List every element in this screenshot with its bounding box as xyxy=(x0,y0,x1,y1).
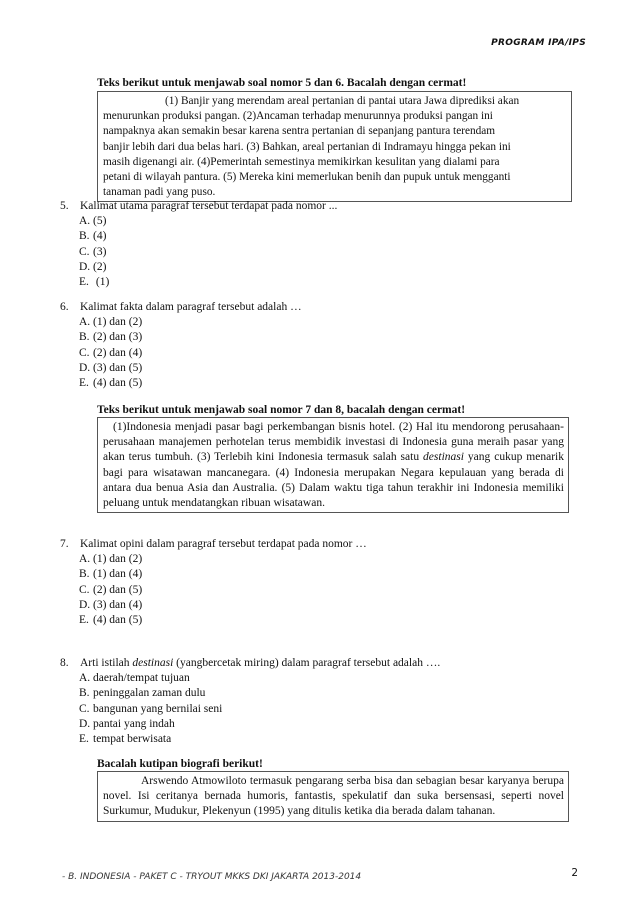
passage-line: tanaman padi yang puso. xyxy=(103,186,216,199)
option-d[interactable]: D. (3) dan (4) xyxy=(79,598,143,611)
option-b[interactable]: B. (2) dan (3) xyxy=(79,331,143,344)
passage-line: masih digenangi air. (4)Pemerintah semestinya memikirkan kesulitan yang dialami para xyxy=(103,155,500,168)
passage-line: nampaknya akan semakin besar karena sentra pertanian di sepanjang pantura terendam xyxy=(103,125,496,138)
question-term: destinasi xyxy=(132,657,174,669)
option-c[interactable]: C. (2) dan (4) xyxy=(79,346,143,359)
option-c[interactable]: C. (3) xyxy=(79,245,107,258)
section1-intro: Teks berikut untuk menjawab soal nomor 5 dan 6. Bacalah dengan cermat! xyxy=(97,77,467,89)
section2-intro: Teks berikut untuk menjawab soal nomor 7 dan 8, bacalah dengan cermat! xyxy=(97,404,466,416)
option-a[interactable]: A. (1) dan (2) xyxy=(79,553,143,566)
option-b[interactable]: B. peninggalan zaman dulu xyxy=(79,687,206,700)
passage-term: destinasi xyxy=(423,451,464,464)
passage-line: banjir lebih dari dua belas hari. (3) Bahkan, areal pertanian di Indramayu hingga pekan ini xyxy=(103,140,511,153)
question-number: 5. xyxy=(60,200,69,212)
option-c[interactable]: C. (2) dan (5) xyxy=(79,583,143,596)
passage-text: (1)Indonesia menjadi pasar bagi perkembangan bisnis hotel. (2) Hal itu mendorong perusahaan-perusahaan manajemen perhotelan terus membidik investasi di Indonesia guna meraih pasar yang akan terus tumbuh. (3) Terlebih kini Indonesia termasuk salah satu xyxy=(103,421,564,464)
passage-line: (1) Banjir yang merendam areal pertanian di pantai utara Jawa diprediksi akan xyxy=(165,95,520,107)
question-stem: Arti istilah xyxy=(80,657,133,669)
option-e[interactable]: E. tempat berwisata xyxy=(79,733,172,746)
footer-text: - B. INDONESIA - PAKET C - TRYOUT MKKS DKI JAKARTA 2013-2014 xyxy=(62,872,362,882)
question-stem: Kalimat utama paragraf tersebut terdapat pada nomor ... xyxy=(80,200,338,212)
question-stem: Kalimat fakta dalam paragraf tersebut adalah … xyxy=(80,301,302,313)
passage-line: menurunkan produksi pangan. (2)Ancaman terhadap menurunnya produksi pangan ini xyxy=(103,110,493,123)
option-c[interactable]: C. bangunan yang bernilai seni xyxy=(79,702,223,715)
question-6 xyxy=(60,300,578,391)
option-b[interactable]: B. (1) dan (4) xyxy=(79,568,143,581)
option-d[interactable]: D. pantai yang indah xyxy=(79,717,175,730)
option-e[interactable]: E. (4) dan (5) xyxy=(79,614,143,627)
option-b[interactable]: B. (4) xyxy=(79,230,107,243)
option-a[interactable]: A. daerah/tempat tujuan xyxy=(79,672,190,685)
option-a[interactable]: A. (1) dan (2) xyxy=(79,316,143,329)
question-number: 6. xyxy=(60,301,69,313)
option-d[interactable]: D. (3) dan (5) xyxy=(79,361,143,374)
question-stem: (yangbercetak miring) dalam paragraf tersebut adalah …. xyxy=(173,657,441,669)
section3-passage-box xyxy=(97,771,569,822)
program-header: PROGRAM IPA/IPS xyxy=(491,38,586,48)
question-number: 7. xyxy=(60,538,69,550)
passage-line: petani di wilayah pantura. (5) Mereka kini memerlukan benih dan pupuk untuk mengganti xyxy=(103,171,511,184)
option-a[interactable]: A. (5) xyxy=(79,215,107,228)
option-d[interactable]: D. (2) xyxy=(79,260,107,273)
section3-intro: Bacalah kutipan biografi berikut! xyxy=(97,758,263,770)
question-5 xyxy=(60,199,578,290)
passage-text: yang cukup menarik bagi para wisatawan mancanegara. (4) Indonesia merupakan Negara kepulauan yang berada di antara dua benua Asia dan Australia. (5) Dalam waktu tiga tahun terakhir ini Indonesia memiliki peluang untuk mendatangkan ribuan wisatawan. xyxy=(103,451,564,510)
question-number: 8. xyxy=(60,657,69,669)
page-number: 2 xyxy=(571,867,578,879)
question-stem: Kalimat opini dalam paragraf tersebut terdapat pada nomor … xyxy=(80,538,367,550)
question-8 xyxy=(60,656,578,747)
section1-passage-box xyxy=(97,91,572,202)
option-e[interactable]: E. (1) xyxy=(79,276,110,289)
question-7 xyxy=(60,537,578,628)
option-e[interactable]: E. (4) dan (5) xyxy=(79,377,143,390)
passage-text: Arswendo Atmowiloto termasuk pengarang serba bisa dan sebagian besar karyanya berupa novel. Isi ceritanya bernada humoris, fantastis, spekulatif dan suka bersensasi, seperti novel Surkumur, Mudukur, Plekenyun (1995) yang ditulis ketika dia berada dalam tahanan. xyxy=(103,775,564,818)
section2-passage-box xyxy=(97,417,569,513)
